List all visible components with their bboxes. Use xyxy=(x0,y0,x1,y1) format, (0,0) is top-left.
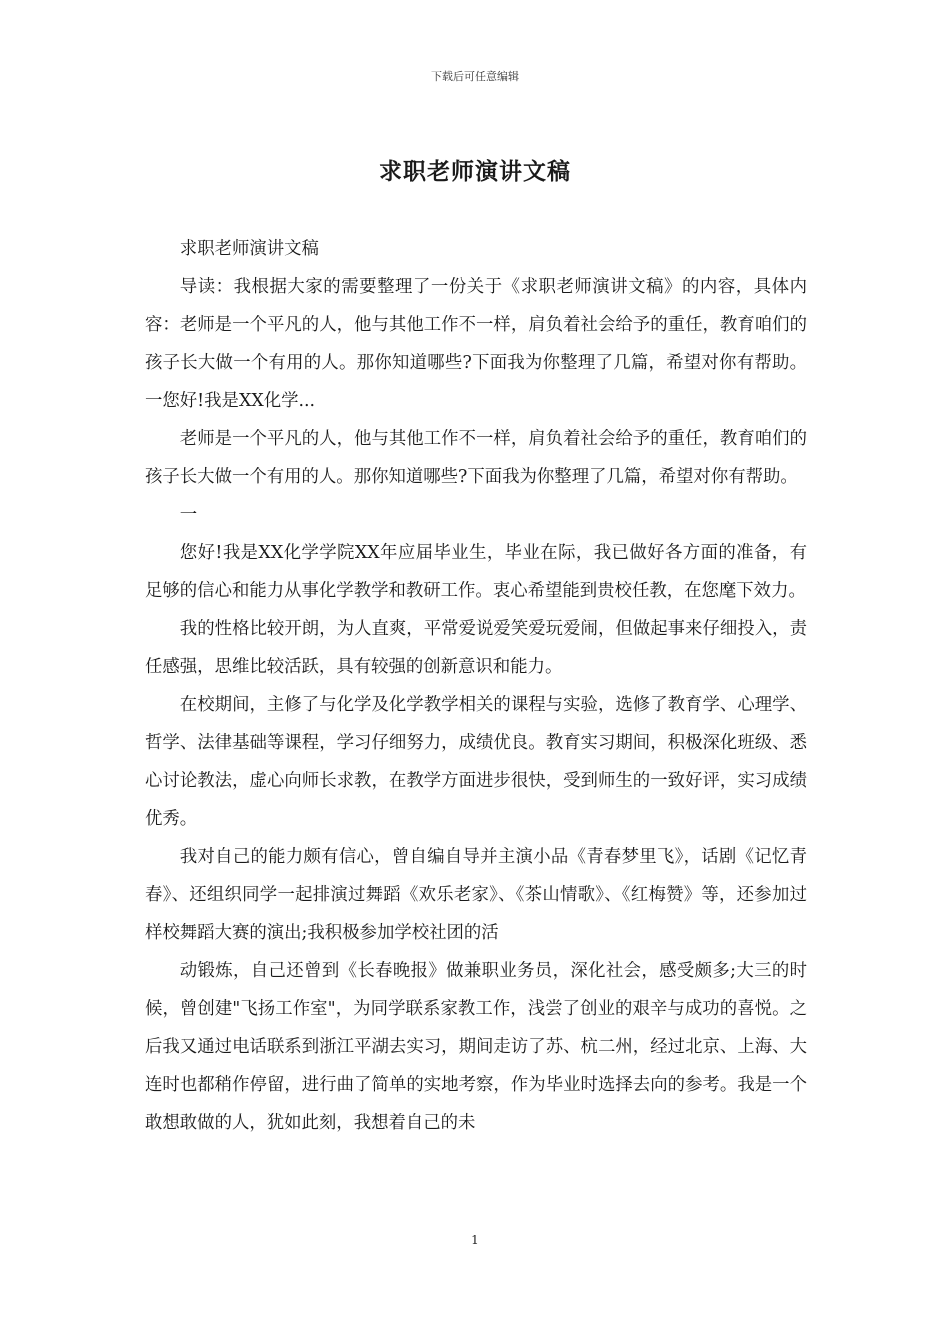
paragraph: 一 xyxy=(179,505,198,525)
paragraph: 导读：我根据大家的需要整理了一份关于《求职老师演讲文稿》的内容，具体内容：老师是一个平凡的人，他与其他工作不一样，肩负着社会给予的重任，教育咱们的孩子长大做一个有用的人。那你知道哪些?下面我为你整理了几篇，希望对你有帮助。一您好!我是XX化学... xyxy=(145,277,807,411)
paragraph: 老师是一个平凡的人，他与其他工作不一样，肩负着社会给予的重任，教育咱们的孩子长大做一个有用的人。那你知道哪些?下面我为你整理了几篇，希望对你有帮助。 xyxy=(145,429,807,487)
document-title: 求职老师演讲文稿 xyxy=(379,158,571,185)
paragraph: 我对自己的能力颇有信心，曾自编自导并主演小品《青春梦里飞》，话剧《记忆青春》、还组织同学一起排演过舞蹈《欢乐老家》、《茶山情歌》、《红梅赞》等，还参加过样校舞蹈大赛的演出;我积极参加学校社团的活 xyxy=(145,847,807,943)
page-number: 1 xyxy=(471,1233,479,1247)
paragraph: 动锻炼，自己还曾到《长春晚报》做兼职业务员，深化社会，感受颇多;大三的时候，曾创建"飞扬工作室"，为同学联系家教工作，浅尝了创业的艰辛与成功的喜悦。之后我又通过电话联系到浙江平湖去实习，期间走访了苏、杭二州，经过北京、上海、大连时也都稍作停留，进行曲了简单的实地考察，作为毕业时选择去向的参考。我是一个敢想敢做的人，犹如此刻，我想着自己的未 xyxy=(145,961,807,1133)
header-note: 下载后可任意编辑 xyxy=(431,70,519,83)
paragraph: 求职老师演讲文稿 xyxy=(179,239,319,259)
paragraph: 在校期间，主修了与化学及化学教学相关的课程与实验，选修了教育学、心理学、哲学、法律基础等课程，学习仔细努力，成绩优良。教育实习期间，积极深化班级、悉心讨论教法，虚心向师长求教，在教学方面进步很快，受到师生的一致好评，实习成绩优秀。 xyxy=(145,695,807,829)
paragraph: 您好!我是XX化学学院XX年应届毕业生，毕业在际，我已做好各方面的准备，有足够的信心和能力从事化学教学和教研工作。衷心希望能到贵校任教，在您麾下效力。 xyxy=(145,543,807,601)
document-body xyxy=(145,230,807,1142)
paragraph: 我的性格比较开朗，为人直爽，平常爱说爱笑爱玩爱闹，但做起事来仔细投入，责任感强，思维比较活跃，具有较强的创新意识和能力。 xyxy=(145,619,807,677)
